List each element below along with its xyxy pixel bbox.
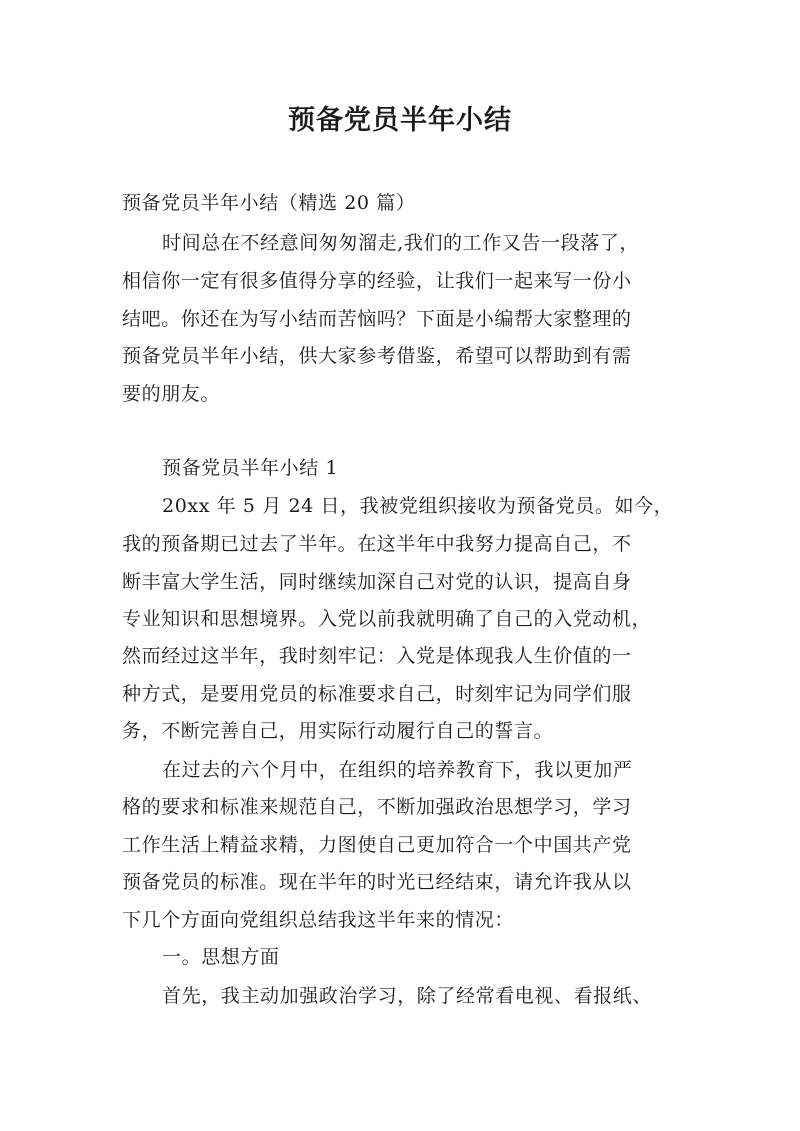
paragraph-line: 预备党员的标准。现在半年的时光已经结束，请允许我从以	[122, 871, 632, 893]
intro-line: 时间总在不经意间匆匆溜走,我们的工作又告一段落了，	[162, 232, 640, 254]
paragraph-line: 专业知识和思想境界。入党以前我就明确了自己的入党动机，	[122, 608, 652, 630]
section-heading: 预备党员半年小结 1	[162, 457, 339, 479]
paragraph-line: 务，不断完善自己，用实际行动履行自己的誓言。	[122, 720, 554, 742]
paragraph-line: 格的要求和标准来规范自己，不断加强政治思想学习，学习	[122, 796, 632, 818]
paragraph-line: 20xx 年 5 月 24 日，我被党组织接收为预备党员。如今，	[162, 495, 674, 517]
paragraph-line: 在过去的六个月中，在组织的培养教育下，我以更加严	[162, 759, 633, 781]
paragraph-line: 我的预备期已过去了半年。在这半年中我努力提高自己，不	[122, 533, 632, 555]
intro-line: 相信你一定有很多值得分享的经验，让我们一起来写一份小	[122, 270, 632, 292]
paragraph-line: 种方式，是要用党员的标准要求自己，时刻牢记为同学们服	[122, 683, 632, 705]
paragraph-line: 工作生活上精益求精，力图使自己更加符合一个中国共产党	[122, 834, 632, 856]
intro-line: 结吧。你还在为写小结而苦恼吗？下面是小编帮大家整理的	[122, 308, 632, 330]
paragraph-line: 断丰富大学生活，同时继续加深自己对党的认识，提高自身	[122, 571, 632, 593]
document-title: 预备党员半年小结	[288, 105, 512, 136]
paragraph-line: 首先，我主动加强政治学习，除了经常看电视、看报纸、	[162, 985, 653, 1007]
paragraph-line: 下几个方面向党组织总结我这半年来的情况：	[122, 909, 515, 931]
intro-line: 要的朋友。	[122, 383, 221, 405]
paragraph-line: 然而经过这半年，我时刻牢记：入党是体现我人生价值的一	[122, 645, 632, 667]
subheading: 一。思想方面	[162, 946, 280, 968]
document-subtitle: 预备党员半年小结（精选 20 篇）	[122, 192, 416, 214]
intro-line: 预备党员半年小结，供大家参考借鉴，希望可以帮助到有需	[122, 345, 632, 367]
